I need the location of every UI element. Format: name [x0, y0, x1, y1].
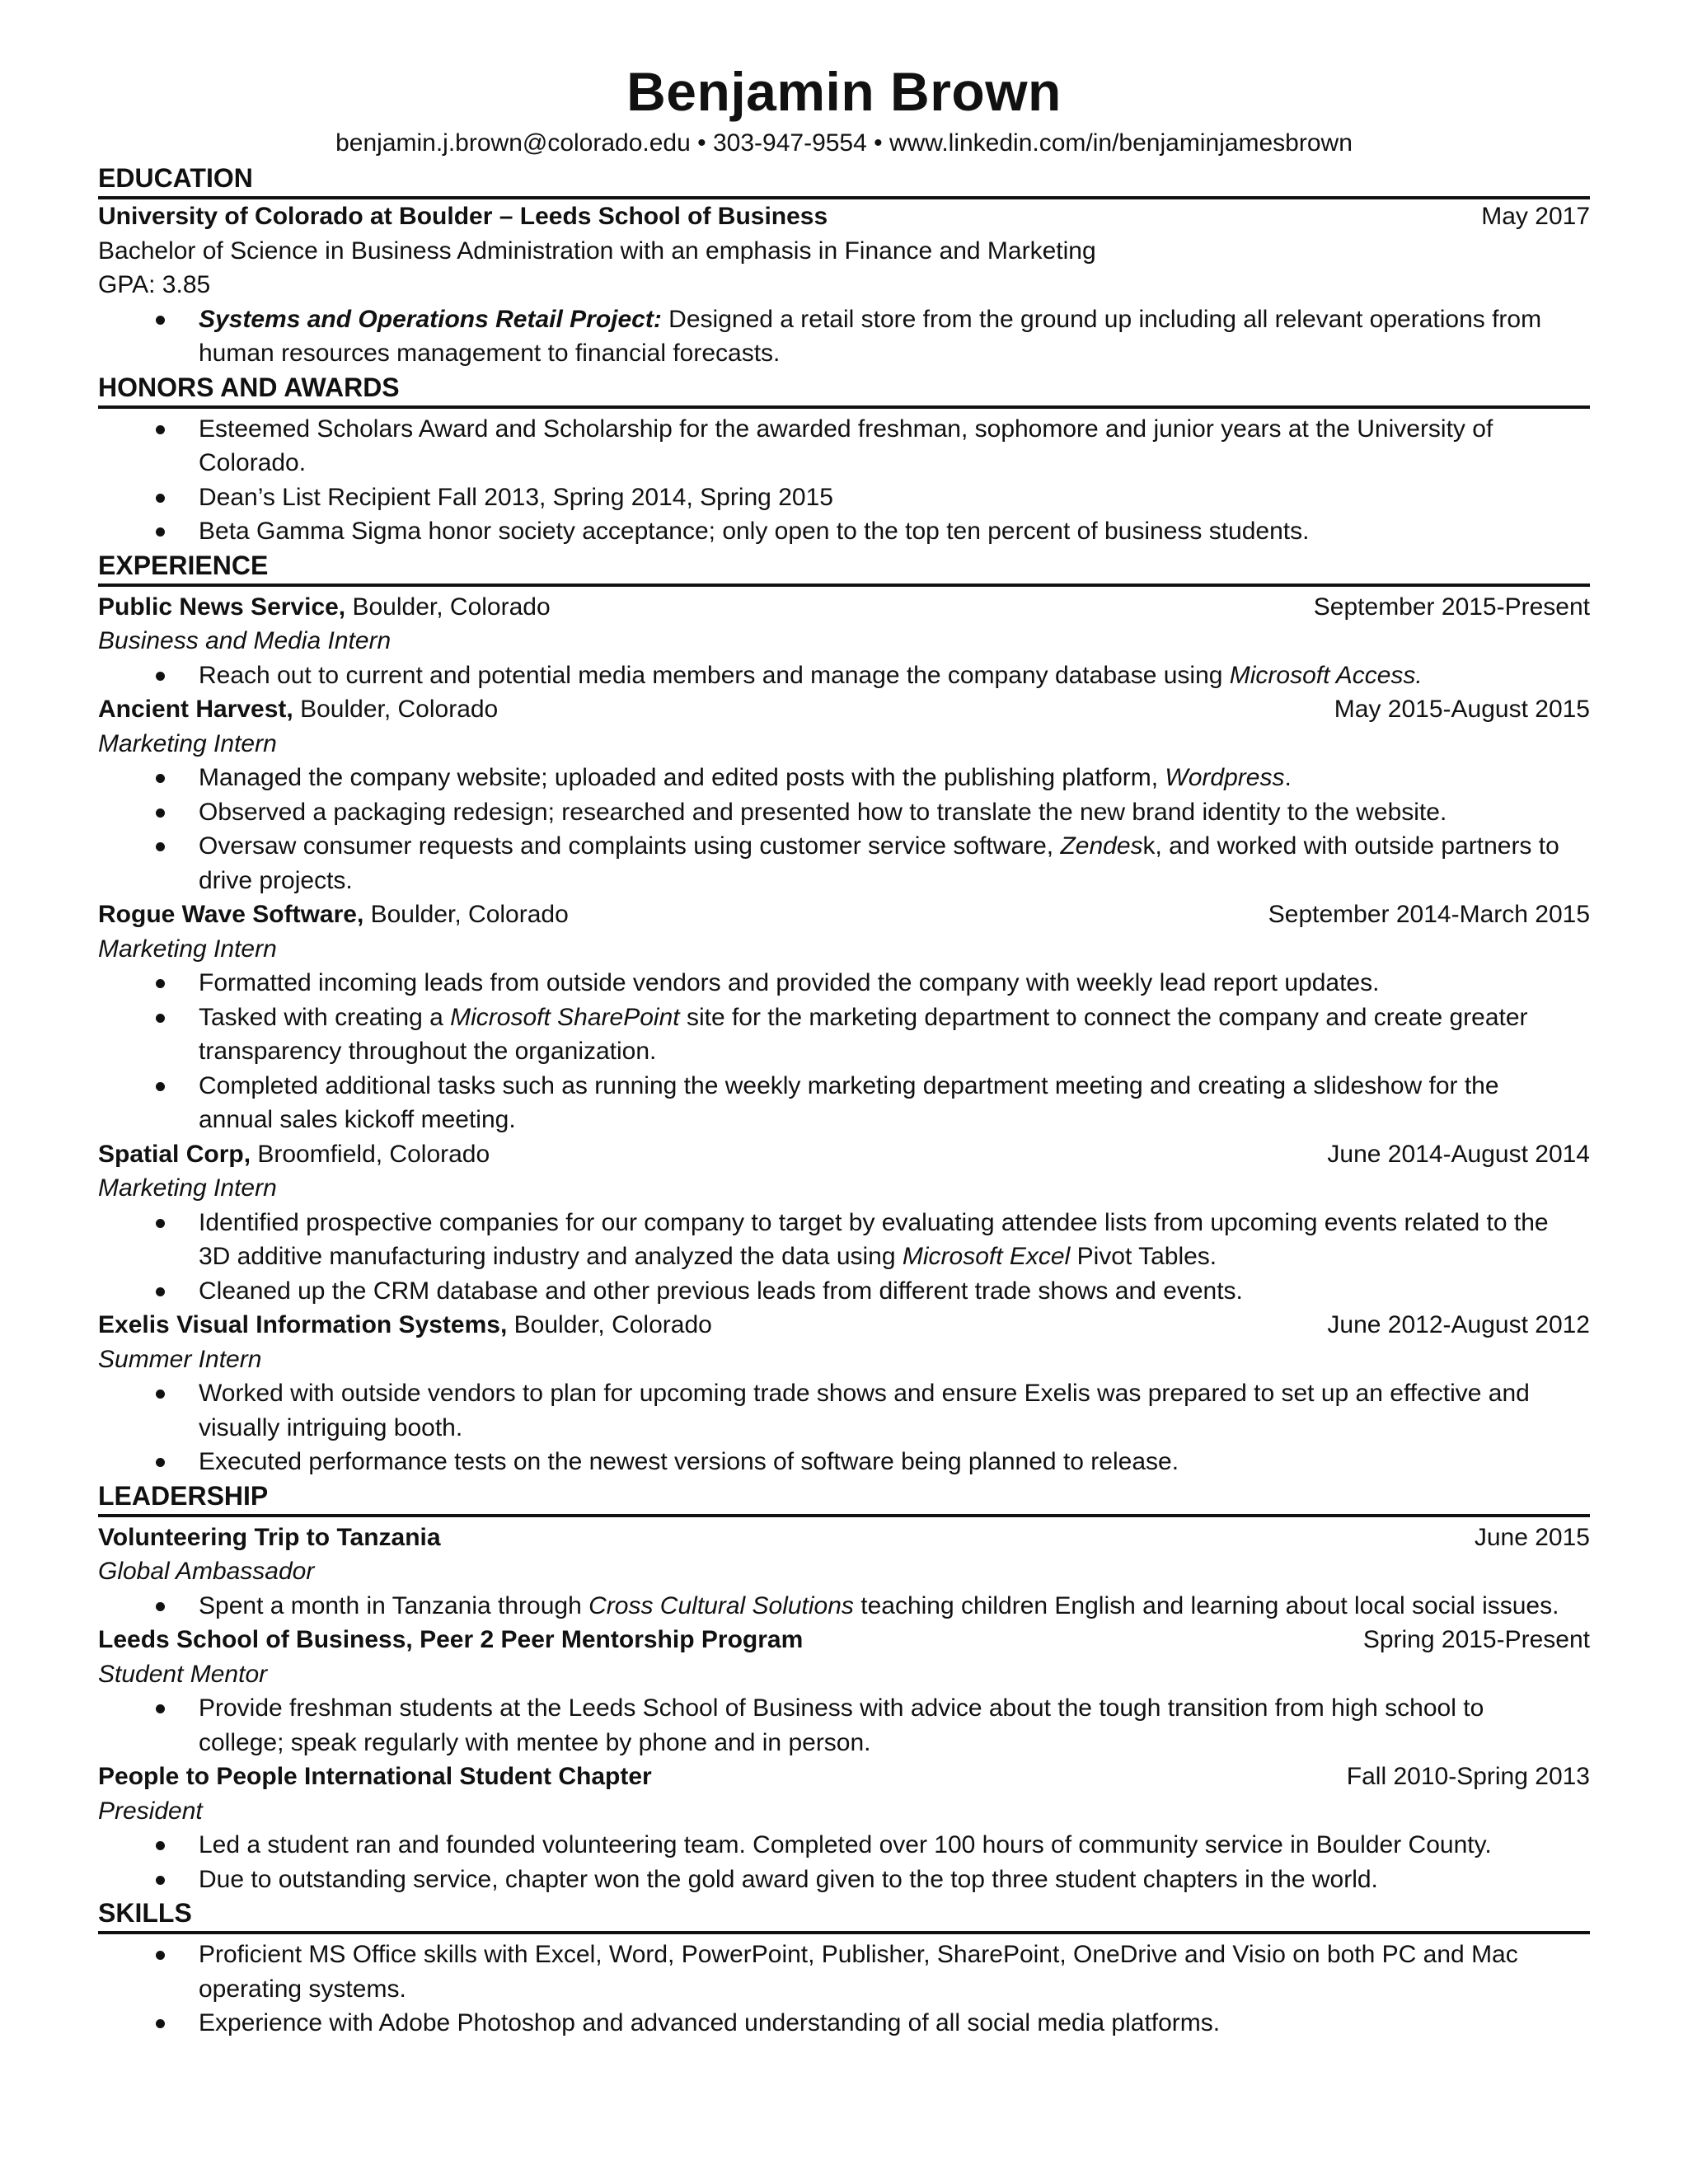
list-item: Dean’s List Recipient Fall 2013, Spring 2014, Spring 2015 — [98, 480, 1590, 515]
leadership-section — [98, 1479, 1590, 1897]
list-item: Led a student ran and founded volunteering team. Completed over 100 hours of community service in Boulder County. — [98, 1828, 1590, 1863]
job-location: Boulder, Colorado — [363, 901, 569, 928]
leadership-role: Global Ambassador — [98, 1558, 315, 1585]
list-item — [98, 302, 1590, 371]
bullet-icon — [156, 1951, 165, 1960]
job-role: Marketing Intern — [98, 1174, 277, 1202]
education-bullets — [98, 302, 1590, 371]
list-item: Provide freshman students at the Leeds School of Business with advice about the tough transition from high school to college; speak regularly with mentee by phone and in person. — [98, 1691, 1590, 1760]
list-item: Managed the company website; uploaded and edited posts with the publishing platform, Wordpress. — [98, 761, 1590, 795]
resume-content — [98, 162, 1590, 2041]
school-name: University of Colorado at Boulder – Leeds School of Business — [98, 203, 828, 230]
honors-section — [98, 371, 1590, 549]
list-item: Oversaw consumer requests and complaints using customer service software, Zendesk, and worked with outside partners to drive projects. — [98, 829, 1590, 898]
job-date: June 2014-August 2014 — [1327, 1140, 1590, 1168]
job-location: Boulder, Colorado — [507, 1311, 712, 1338]
job-entry — [98, 898, 1590, 1137]
list-item: Completed additional tasks such as running the weekly marketing department meeting and creating a slideshow for the annual sales kickoff meeting. — [98, 1069, 1590, 1137]
job-header — [98, 898, 1590, 932]
job-org: Rogue Wave Software, — [98, 901, 364, 928]
job-date: May 2015-August 2015 — [1334, 696, 1590, 723]
job-header — [98, 1137, 1590, 1172]
job-org: Public News Service, — [98, 593, 346, 621]
list-item: Executed performance tests on the newest versions of software being planned to release. — [98, 1445, 1590, 1479]
job-role: Marketing Intern — [98, 729, 277, 757]
experience-section — [98, 549, 1590, 1479]
job-org: Spatial Corp, — [98, 1140, 251, 1168]
list-item: Experience with Adobe Photoshop and advanced understanding of all social media platforms. — [98, 2006, 1590, 2041]
bullet-icon — [156, 1082, 165, 1091]
education-school-row — [98, 199, 1590, 234]
job-date: September 2015-Present — [1313, 593, 1590, 621]
list-item: Identified prospective companies for our company to target by evaluating attendee lists from upcoming events related to the 3D additive manufacturing industry and analyzed the data using Microsoft Excel Pivot Tables. — [98, 1206, 1590, 1274]
job-role: Marketing Intern — [98, 935, 277, 963]
job-location: Broomfield, Colorado — [251, 1140, 490, 1168]
leadership-org: Leeds School of Business, Peer 2 Peer Mentorship Program — [98, 1626, 804, 1653]
job-location: Boulder, Colorado — [345, 593, 551, 621]
applicant-name: Benjamin Brown — [626, 61, 1062, 122]
bullet-icon — [156, 1704, 165, 1713]
leadership-entry — [98, 1760, 1590, 1896]
bullet-icon — [156, 842, 165, 851]
bullet-icon — [156, 316, 165, 325]
job-entry — [98, 1308, 1590, 1479]
section-title-education: EDUCATION — [98, 162, 1590, 199]
contact-line: benjamin.j.brown@colorado.edu • 303-947-9554 • www.linkedin.com/in/benjaminjamesbrown — [335, 129, 1353, 157]
bullet-icon — [156, 1876, 165, 1885]
leadership-org: Volunteering Trip to Tanzania — [98, 1523, 441, 1551]
section-title-honors: HONORS AND AWARDS — [98, 371, 1590, 409]
list-item: Formatted incoming leads from outside vendors and provided the company with weekly lead report updates. — [98, 966, 1590, 1001]
job-org: Exelis Visual Information Systems, — [98, 1311, 508, 1338]
leadership-role: Student Mentor — [98, 1660, 268, 1688]
bullet-icon — [156, 425, 165, 434]
leadership-header — [98, 1521, 1590, 1555]
skills-section — [98, 1896, 1590, 2041]
job-org: Ancient Harvest, — [98, 696, 293, 723]
bullet-icon — [156, 1287, 165, 1296]
leadership-header — [98, 1623, 1590, 1657]
list-item: Beta Gamma Sigma honor society acceptance; only open to the top ten percent of business students. — [98, 514, 1590, 549]
skills-bullets — [98, 1938, 1590, 2041]
list-item: Cleaned up the CRM database and other previous leads from different trade shows and events. — [98, 1274, 1590, 1309]
list-item: Spent a month in Tanzania through Cross Cultural Solutions teaching children English and learning about local social issues. — [98, 1589, 1590, 1624]
section-title-experience: EXPERIENCE — [98, 549, 1590, 587]
honors-bullets — [98, 412, 1590, 549]
bullet-icon — [156, 1458, 165, 1467]
bullet-icon — [156, 494, 165, 503]
job-header — [98, 1308, 1590, 1343]
bullet-icon — [156, 1219, 165, 1228]
job-date: June 2012-August 2012 — [1327, 1311, 1590, 1338]
list-item: Reach out to current and potential media members and manage the company database using Microsoft Access. — [98, 658, 1590, 693]
gpa: GPA: 3.85 — [98, 271, 211, 298]
list-item: Proficient MS Office skills with Excel, Word, PowerPoint, Publisher, SharePoint, OneDrive and Visio on both PC and Mac operating systems. — [98, 1938, 1590, 2006]
list-item: Tasked with creating a Microsoft SharePoint site for the marketing department to connect the company and create greater transparency throughout the organization. — [98, 1001, 1590, 1069]
job-date: September 2014-March 2015 — [1268, 901, 1590, 928]
leadership-date: June 2015 — [1474, 1523, 1590, 1551]
bullet-icon — [156, 1602, 165, 1611]
leadership-date: Fall 2010-Spring 2013 — [1346, 1763, 1590, 1790]
bullet-icon — [156, 2019, 165, 2028]
leadership-date: Spring 2015-Present — [1362, 1626, 1590, 1653]
project-description: Designed a retail store from the ground up including all relevant operations from human resources management to financial forecasts. — [199, 305, 1542, 367]
list-item: Worked with outside vendors to plan for upcoming trade shows and ensure Exelis was prepared to set up an effective and visually intriguing booth. — [98, 1376, 1590, 1445]
bullet-icon — [156, 774, 165, 783]
bullet-icon — [156, 672, 165, 681]
graduation-date: May 2017 — [1481, 203, 1590, 230]
education-section — [98, 162, 1590, 371]
leadership-header — [98, 1760, 1590, 1794]
job-header — [98, 692, 1590, 727]
degree: Bachelor of Science in Business Administration with an emphasis in Finance and Marketing — [98, 237, 1096, 265]
job-role: Summer Intern — [98, 1345, 262, 1373]
section-title-leadership: LEADERSHIP — [98, 1479, 1590, 1517]
leadership-org: People to People International Student Chapter — [98, 1763, 652, 1790]
job-header — [98, 590, 1590, 625]
job-entry — [98, 1137, 1590, 1309]
list-item: Esteemed Scholars Award and Scholarship for the awarded freshman, sophomore and junior years at the University of Colorado. — [98, 412, 1590, 480]
list-item: Due to outstanding service, chapter won the gold award given to the top three student chapters in the world. — [98, 1863, 1590, 1897]
leadership-role: President — [98, 1797, 203, 1825]
bullet-icon — [156, 1841, 165, 1850]
list-item: Observed a packaging redesign; researched and presented how to translate the new brand identity to the website. — [98, 795, 1590, 830]
bullet-icon — [156, 808, 165, 818]
job-entry — [98, 692, 1590, 898]
job-entry — [98, 590, 1590, 693]
job-role: Business and Media Intern — [98, 627, 392, 654]
section-title-skills: SKILLS — [98, 1896, 1590, 1934]
project-title: Systems and Operations Retail Project: — [199, 305, 662, 333]
job-location: Boulder, Colorado — [293, 696, 499, 723]
leadership-entry — [98, 1623, 1590, 1760]
leadership-entry — [98, 1521, 1590, 1624]
bullet-icon — [156, 1014, 165, 1023]
bullet-icon — [156, 1390, 165, 1399]
bullet-icon — [156, 979, 165, 988]
bullet-icon — [156, 527, 165, 537]
